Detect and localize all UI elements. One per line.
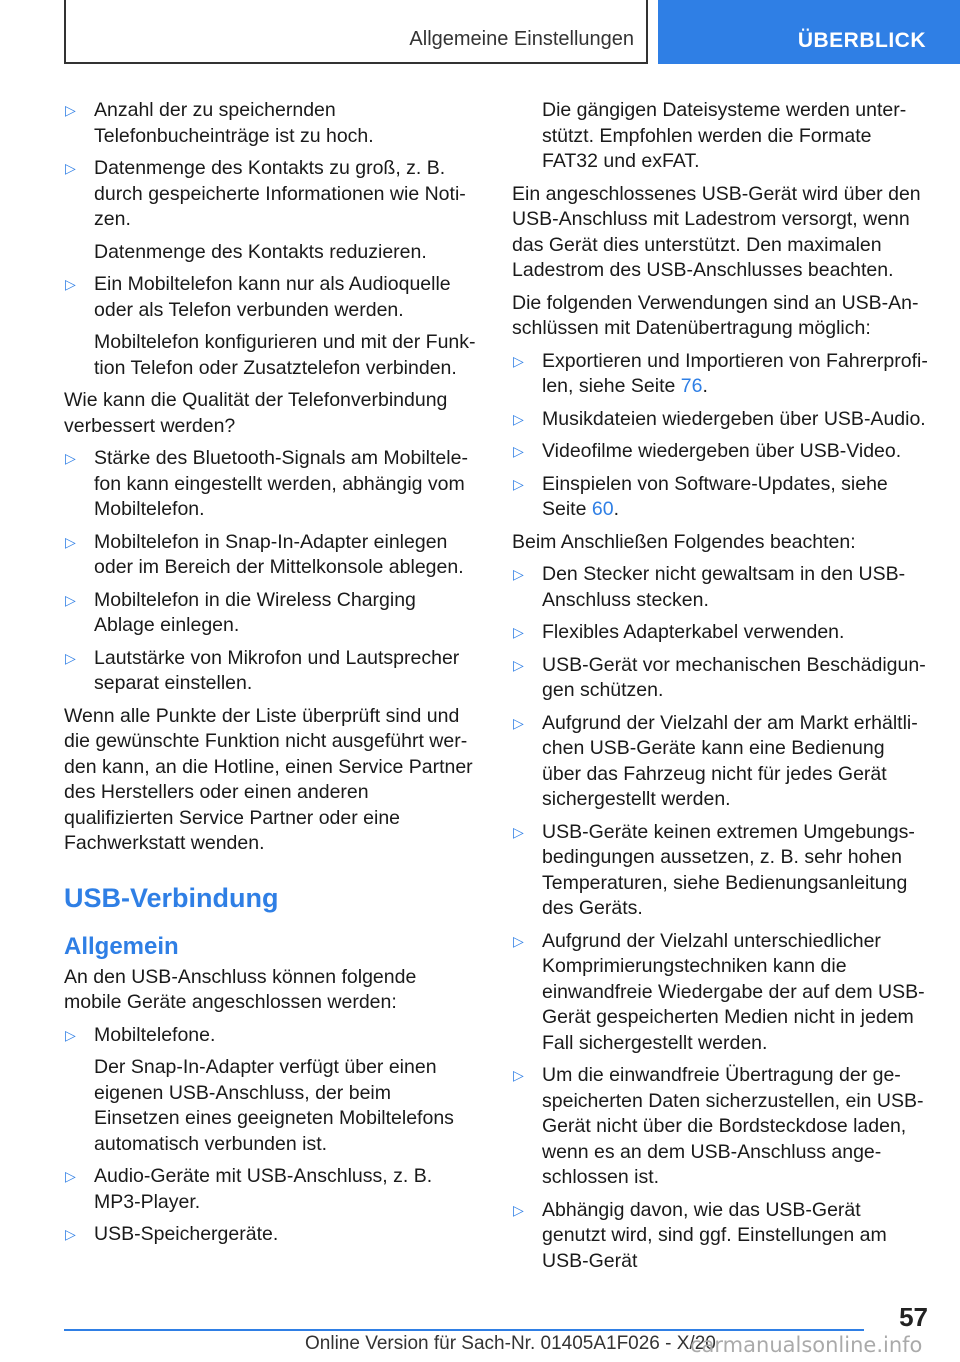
triangle-bullet-icon: ▷	[65, 102, 76, 118]
paragraph: Die folgenden Verwendungen sind an USB-Anschlüssen mit Datenübertragung möglich:	[512, 291, 919, 339]
triangle-bullet-icon: ▷	[513, 714, 524, 731]
list-item	[64, 1222, 478, 1248]
list-item	[64, 446, 478, 523]
triangle-bullet-icon: ▷	[65, 1026, 76, 1043]
list-item-text: Einspielen von Software-Updates, siehe Seite	[542, 472, 888, 520]
subsection-heading: Allgemein	[64, 932, 179, 960]
right-column	[512, 98, 928, 1281]
list-item	[64, 98, 478, 149]
triangle-bullet-icon: ▷	[65, 533, 76, 550]
list-item-text: Datenmenge des Kontakts zu groß, z. B. durch gespeicherte Informationen wie Notizen.	[94, 157, 466, 230]
list-item	[64, 272, 478, 323]
list-item-text: Anzahl der zu speichernden Telefonbucheinträge ist zu hoch.	[94, 99, 374, 147]
list-item	[512, 407, 928, 433]
list-item	[512, 439, 928, 465]
list-item	[64, 1023, 478, 1049]
list-item-text: Videofilme wiedergeben über USB-Video.	[542, 440, 902, 462]
list-item-text: Lautstärke von Mikrofon und Lautsprecher separat einstellen.	[94, 646, 460, 694]
list-item	[512, 562, 928, 613]
paragraph: Wie kann die Qualität der Telefonverbindung verbessert werden?	[64, 389, 448, 437]
list-item	[64, 1164, 478, 1215]
list-item-text: Aufgrund der Vielzahl der am Markt erhältlichen USB-Geräte kann eine Bedienung über das Fahrzeug nicht für jedes Gerät sichergestellt werden.	[542, 711, 918, 810]
list-item-text: Exportieren und Importieren von Fahrerprofilen, siehe Seite	[542, 349, 928, 397]
list-item	[512, 349, 928, 400]
list-item-text: Um die einwandfreie Übertragung der gespeicherten Daten sicherzustellen, ein USB-Gerät nicht über die Bordsteckdose laden, wenn es an dem USB-Anschluss angeschlossen ist.	[542, 1064, 924, 1188]
list-item	[512, 653, 928, 704]
triangle-bullet-icon: ▷	[513, 932, 524, 949]
triangle-bullet-icon: ▷	[513, 1067, 524, 1083]
paragraph: Beim Anschließen Folgendes beachten:	[512, 530, 856, 553]
triangle-bullet-icon: ▷	[65, 276, 76, 292]
list-item-continuation: Die gängigen Dateisysteme werden unterstützt. Empfohlen werden die Formate FAT32 und exFAT.	[542, 99, 907, 172]
list-item	[64, 646, 478, 697]
triangle-bullet-icon: ▷	[513, 566, 524, 582]
list-item	[64, 156, 478, 233]
triangle-bullet-icon: ▷	[513, 352, 524, 369]
list-item-text: Stärke des Bluetooth-Signals am Mobiltelefon kann eingestellt werden, abhängig vom Mobiltelefon.	[94, 447, 468, 520]
list-item-continuation: Datenmenge des Kontakts reduzieren.	[94, 240, 427, 263]
triangle-bullet-icon: ▷	[513, 823, 524, 840]
list-item-text: Musikdateien wiedergeben über USB-Audio.	[542, 407, 926, 430]
list-item-text: Den Stecker nicht gewaltsam in den USB-Anschluss stecken.	[542, 563, 906, 611]
list-item-text: USB-Geräte keinen extremen Umgebungsbedingungen aussetzen, z. B. sehr hohen Temperaturen, siehe Bedienungsanleitung des Geräts.	[542, 820, 915, 919]
header-chapter-title: ÜBERBLICK	[797, 29, 926, 52]
list-item-text: Mobiltelefon in Snap-In-Adapter einlegen oder im Bereich der Mittelkonsole ablegen.	[94, 530, 464, 578]
triangle-bullet-icon: ▷	[65, 160, 76, 176]
triangle-bullet-icon: ▷	[513, 410, 524, 427]
sentence-period: .	[702, 375, 708, 397]
footer-divider	[64, 1329, 864, 1331]
section-heading: USB-Verbindung	[64, 882, 279, 913]
list-item-text: Mobiltelefone.	[94, 1023, 216, 1046]
paragraph: An den USB-Anschluss können folgende mobile Geräte angeschlossen werden:	[64, 965, 417, 1013]
triangle-bullet-icon: ▷	[513, 1201, 524, 1218]
list-item-text: Ein Mobiltelefon kann nur als Audioquelle oder als Telefon verbunden werden.	[94, 273, 451, 321]
triangle-bullet-icon: ▷	[513, 443, 524, 459]
list-item	[512, 929, 928, 1057]
header-section-title: Allgemeine Einstellungen	[409, 28, 634, 50]
list-item-text: Mobiltelefon in die Wireless Charging Ablage einlegen.	[94, 588, 416, 636]
footer-online-version: Online Version für Sach-Nr. 01405A1F026 - X/20	[305, 1333, 716, 1354]
paragraph: Wenn alle Punkte der Liste überprüft sind und die gewünschte Funktion nicht ausgeführt werden kann, an die Hotline, einen Service Partner des Herstellers oder einen anderen qualifizierten Service Partner oder eine Fachwerkstatt wenden.	[64, 704, 473, 854]
list-item-text: Aufgrund der Vielzahl unterschiedlicher Komprimierungstechniken kann die einwandfreie Wiedergabe der auf dem USB-Gerät gespeicherten Medien nicht in jedem Fall sichergestellt werden.	[542, 929, 925, 1054]
triangle-bullet-icon: ▷	[65, 1168, 76, 1184]
list-item-text: Abhängig davon, wie das USB-Gerät genutzt wird, sind ggf. Einstellungen am USB-Gerät	[542, 1198, 887, 1272]
triangle-bullet-icon: ▷	[65, 649, 76, 666]
list-item-text: USB-Gerät vor mechanischen Beschädigungen schützen.	[542, 653, 926, 701]
header-chapter-tab[interactable]	[658, 0, 960, 64]
list-item-continuation: Der Snap-In-Adapter verfügt über einen eigenen USB-Anschluss, der beim Einsetzen eines geeigneten Mobiltelefons automatisch verbunden ist.	[94, 1056, 454, 1155]
list-item-text: Audio-Geräte mit USB-Anschluss, z. B. MP3-Player.	[94, 1165, 433, 1213]
list-item	[64, 588, 478, 639]
list-item	[64, 530, 478, 581]
list-item	[512, 711, 928, 813]
sentence-period: .	[613, 498, 619, 520]
page-link-60[interactable]: 60	[591, 498, 614, 520]
list-item-text: USB-Speichergeräte.	[94, 1223, 279, 1245]
triangle-bullet-icon: ▷	[513, 656, 524, 673]
page-link-76[interactable]: 76	[680, 375, 703, 397]
watermark: carmanualsonline.info	[690, 1333, 923, 1357]
triangle-bullet-icon: ▷	[65, 591, 76, 608]
paragraph: Ein angeschlossenes USB-Gerät wird über den USB-Anschluss mit Ladestrom versorgt, wenn das Gerät dies unterstützt. Den maximalen Ladestrom des USB-Anschlusses beachten.	[512, 182, 921, 281]
triangle-bullet-icon: ▷	[513, 624, 524, 640]
list-item	[512, 1063, 928, 1191]
list-item-continuation: Mobiltelefon konfigurieren und mit der Funktion Telefon oder Zusatztelefon verbinden.	[94, 331, 476, 379]
header-section-box	[64, 0, 648, 64]
list-item	[512, 472, 928, 523]
list-item	[512, 620, 928, 646]
list-item-text: Flexibles Adapterkabel verwenden.	[542, 621, 845, 643]
triangle-bullet-icon: ▷	[513, 475, 524, 492]
list-item	[512, 1198, 928, 1275]
triangle-bullet-icon: ▷	[65, 450, 76, 466]
triangle-bullet-icon: ▷	[65, 1226, 76, 1242]
list-item	[512, 820, 928, 922]
left-column	[64, 98, 478, 1255]
page-number: 57	[899, 1302, 928, 1332]
